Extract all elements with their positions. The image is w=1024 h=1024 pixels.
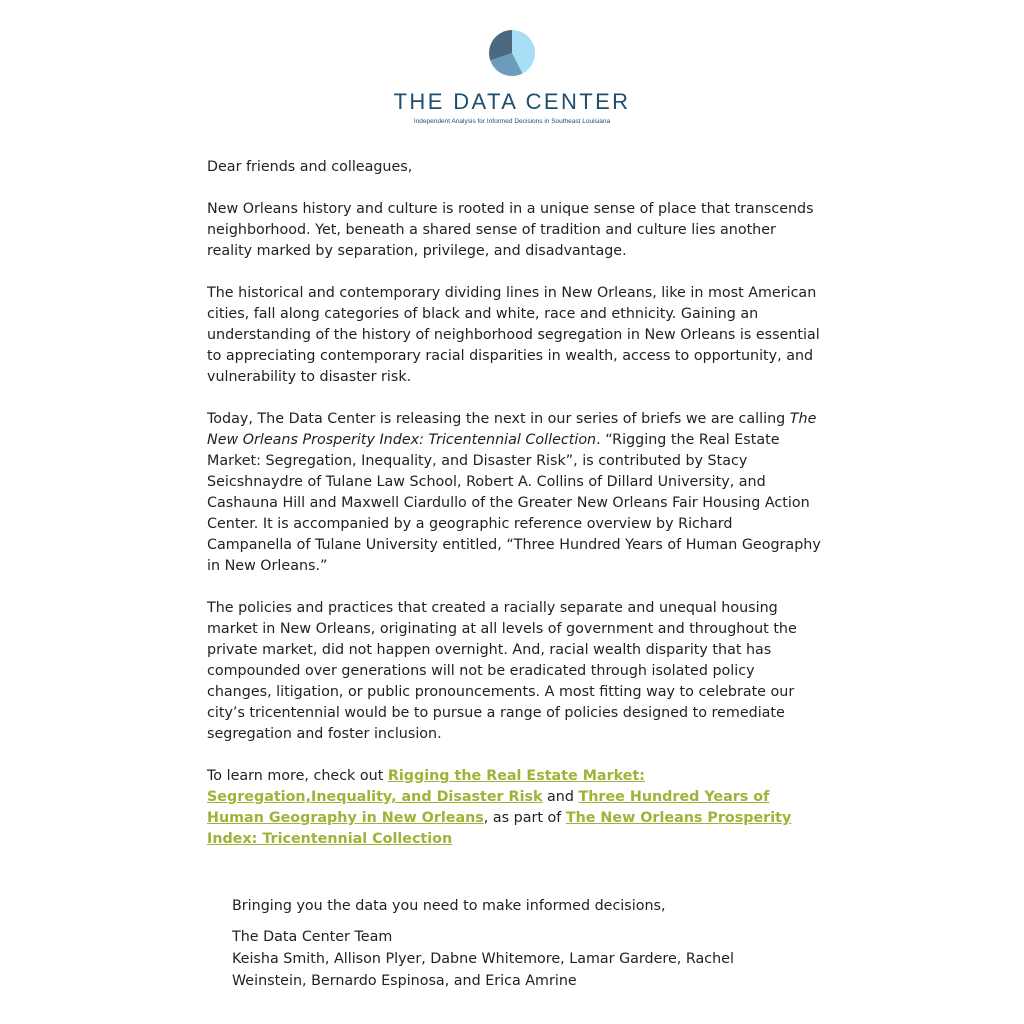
signature-block [232, 895, 792, 992]
pie-chart-logo-icon [488, 29, 536, 77]
paragraph-release [207, 409, 822, 577]
team-name: The Data Center Team [232, 929, 393, 945]
prosperity-index-link[interactable]: The New Orleans Prosperity Index: Tricentennial Collection [207, 810, 792, 847]
letter-body [207, 157, 822, 850]
paragraph-dividing-lines: The historical and contemporary dividing lines in New Orleans, like in most American cities, fall along categories of black and white, race and ethnicity. Gaining an understanding of the history of neighborhood segregation in New Orleans is essential to appreciating contemporary racial disparities in wealth, access to opportunity, and vulnerability to disaster risk. [207, 285, 820, 385]
paragraph-intro: New Orleans history and culture is rooted in a unique sense of place that transcends neighborhood. Yet, beneath a shared sense of tradition and culture lies another reality marked by separation, privilege, and disadvantage. [207, 201, 814, 259]
paragraph-learn-more [207, 766, 822, 850]
closing-line: Bringing you the data you need to make informed decisions, [232, 898, 666, 914]
logo-title: THE DATA CENTER [393, 89, 631, 114]
release-text-start: Today, The Data Center is releasing the next in our series of briefs we are calling [207, 411, 790, 427]
release-text-end: . “Rigging the Real Estate Market: Segregation, Inequality, and Disaster Risk”, is contributed by Stacy Seicshnaydre of Tulane Law School, Robert A. Collins of Dillard University, and Cashauna Hill and Maxwell Ciardullo of the Greater New Orleans Fair Housing Action Center. It is accompanied by a geographic reference overview by Richard Campanella of Tulane University entitled, “Three Hundred Years of Human Geography in New Orleans.” [207, 432, 821, 574]
learn-more-text: To learn more, check out [207, 768, 388, 784]
learn-more-part: , as part of [483, 810, 566, 826]
human-geography-link[interactable]: Three Hundred Years of Human Geography in New Orleans [207, 789, 770, 826]
email-header [0, 0, 1024, 140]
logo-tagline: Independent Analysis for Informed Decisions in Southeast Louisiana [413, 118, 611, 125]
team-members: Keisha Smith, Allison Plyer, Dabne Whitemore, Lamar Gardere, Rachel Weinstein, Bernardo Espinosa, and Erica Amrine [232, 951, 734, 989]
rigging-real-estate-link[interactable]: Rigging the Real Estate Market: Segregation,Inequality, and Disaster Risk [207, 768, 645, 805]
greeting: Dear friends and colleagues, [207, 159, 413, 175]
series-title: The New Orleans Prosperity Index: Tricentennial Collection [207, 411, 817, 448]
learn-more-and: and [542, 789, 579, 805]
paragraph-policies: The policies and practices that created a racially separate and unequal housing market in New Orleans, originating at all levels of government and throughout the private market, did not happen overnight. And, racial wealth disparity that has compounded over generations will not be eradicated through isolated policy changes, litigation, or public pronouncements. A most fitting way to celebrate our city’s tricentennial would be to pursue a range of policies designed to remediate segregation and foster inclusion. [207, 600, 797, 742]
